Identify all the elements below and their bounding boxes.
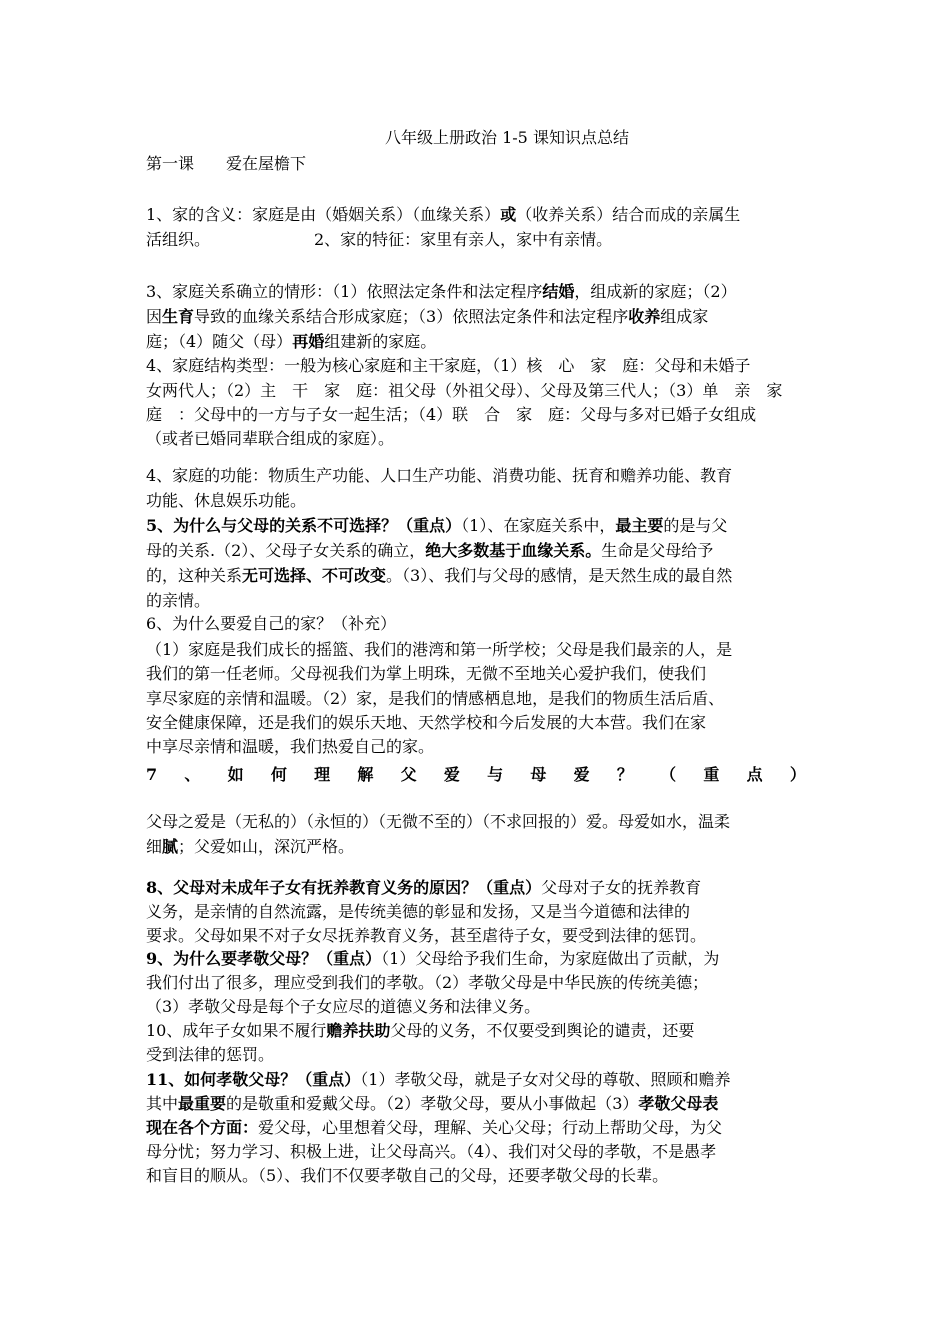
text-run: 的，这种关系 [146,566,243,585]
text-line [146,902,690,922]
text-run: 女两代人；（2）主 干 家 庭：祖父母（外祖父母）、父母及第三代人；（3）单 亲 家 [146,381,783,400]
text-line [146,997,540,1017]
text-line [146,516,727,536]
bold-text: 再婚 [292,332,325,351]
text-run: 组成家 [660,307,709,326]
heading-char: ） [789,765,806,784]
bold-text: 生育 [162,307,195,326]
bold-text: 腻 [162,837,179,856]
text-line [146,1045,274,1065]
text-line [146,737,434,757]
heading-char: ？ [616,765,633,784]
text-line [146,205,740,225]
text-line [146,1021,694,1041]
heading-char: 解 [357,765,374,784]
lesson-heading: 第一课 爱在屋檐下 [146,154,307,173]
text-run: 10、成年子女如果不履行 [146,1021,327,1040]
text-line [146,614,396,634]
text-run: 。（3）、我们与父母的感情，是天然生成的最自然 [386,566,733,585]
text-line [146,332,436,352]
text-run: 我们付出了很多，理应受到我们的孝敬。（2）孝敬父母是中华民族的传统美德； [146,973,709,992]
text-line [146,1094,718,1114]
text-run: ，组成新的家庭；（2） [574,282,737,301]
text-run: 庭；（4）随父（母） [146,332,293,351]
text-run: （或者已婚同辈联合组成的家庭）。 [146,429,395,448]
text-run: 义务，是亲情的自然流露，是传统美德的彰显和发扬，又是当今道德和法律的 [146,902,691,921]
heading-char: 父 [400,765,417,784]
bold-text: 孝敬父母表 [638,1094,719,1113]
bold-text: 绝大多数基于血缘关系。 [425,541,602,560]
text-run: 父母对子女的抚养教育 [541,878,702,897]
heading-char: 、 [184,765,201,784]
text-run: （1）、在家庭关系中， [461,516,616,535]
heading-char: 爱 [443,765,460,784]
bold-text: 5、为什么与父母的关系不可选择？（重点） [146,516,462,535]
bold-text: 赡养扶助 [326,1021,391,1040]
heading-char: 与 [487,765,504,784]
text-line [146,878,701,898]
text-line [146,1070,730,1090]
heading-char: （ [660,765,677,784]
text-run: 导致的血缘关系结合形成家庭；（3）依照法定条件和法定程序 [194,307,629,326]
text-line [146,640,732,660]
text-run: 要求。父母如果不对子女尽抚养教育义务，甚至虐待子女，要受到法律的惩罚。 [146,926,707,945]
text-line [146,1166,668,1186]
text-line [146,926,706,946]
heading-char: 母 [530,765,547,784]
bold-text: 或 [500,205,517,224]
text-run: 活组织。 2、家的特征：家里有亲人，家中有亲情。 [146,230,613,249]
text-line [146,713,706,733]
text-run: 4、家庭的功能：物质生产功能、人口生产功能、消费功能、抚育和赡养功能、教育 [146,466,733,485]
heading-char: 爱 [573,765,590,784]
text-run: 受到法律的惩罚。 [146,1045,275,1064]
text-run: 的是敬重和爱戴父母。（2）孝敬父母，要从小事做起（3） [226,1094,639,1113]
text-run: 和盲目的顺从。（5）、我们不仅要孝敬自己的父母，还要孝敬父母的长辈。 [146,1166,669,1185]
text-run: 母分忧；努力学习、积极上进，让父母高兴。（4）、我们对父母的孝敬，不是愚孝 [146,1142,717,1161]
text-run: 的亲情。 [146,591,211,610]
text-line [146,356,750,376]
text-run: 生命是父母给予 [601,541,714,560]
text-run: （1）家庭是我们成长的摇篮、我们的港湾和第一所学校；父母是我们最亲的人，是 [146,640,733,659]
text-line [146,664,706,684]
text-run: （3）孝敬父母是每个子女应尽的道德义务和法律义务。 [146,997,541,1016]
text-line [146,973,708,993]
document-title: 八年级上册政治 1-5 课知识点总结 [385,128,629,147]
text-run: 4、家庭结构类型：一般为核心家庭和主干家庭，（1）核 心 家 庭：父母和未婚子 [146,356,751,375]
heading-char: 何 [270,765,287,784]
text-line [146,566,732,586]
text-run: 其中 [146,1094,179,1113]
text-run: 中享尽亲情和温暖，我们热爱自己的家。 [146,737,435,756]
text-run: 父母的义务，不仅要受到舆论的谴责，还要 [390,1021,695,1040]
text-line [146,591,210,611]
heading-char: 7 [146,765,158,784]
text-run: 爱父母，心里想着父母，理解、关心父母；行动上帮助父母，为父 [258,1118,723,1137]
text-run: 因 [146,307,163,326]
bold-text: 结婚 [542,282,575,301]
text-run: 细 [146,837,163,856]
text-line [146,1118,722,1138]
text-run: 享尽家庭的亲情和温暖。（2）家，是我们的情感栖息地，是我们的物质生活后盾、 [146,689,725,708]
heading-char: 重 [703,765,720,784]
text-run: 3、家庭关系确立的情形：（1）依照法定条件和法定程序 [146,282,543,301]
heading-char: 点 [746,765,763,784]
bold-text: 11、如何孝敬父母？（重点） [146,1070,361,1089]
heading-char: 理 [314,765,331,784]
text-line [146,230,612,250]
text-run: 我们的第一任老师。父母视我们为掌上明珠，无微不至地关心爱护我们，使我们 [146,664,707,683]
text-line [146,429,394,449]
bold-text: 无可选择、不可改变 [242,566,387,585]
bold-text: 现在各个方面： [146,1118,259,1137]
text-line [146,307,708,327]
text-line [146,837,354,857]
bold-text: 最重要 [178,1094,227,1113]
text-run: （1）孝敬父母，就是子女对父母的尊敬、照顾和赡养 [360,1070,731,1089]
bold-text: 9、为什么要孝敬父母？（重点） [146,949,382,968]
text-line [146,381,782,401]
question-7-heading [146,765,806,785]
text-run: 父母之爱是（无私的）（永恒的）（无微不至的）（不求回报的）爱。母爱如水，温柔 [146,812,731,831]
bold-text: 收养 [628,307,661,326]
text-line [146,405,756,425]
text-run: 的是与父 [663,516,728,535]
text-line [146,689,724,709]
text-line [146,466,732,486]
text-run: 组建新的家庭。 [324,332,437,351]
bold-text: 8、父母对未成年子女有抚养教育义务的原因？（重点） [146,878,542,897]
text-line [146,949,719,969]
heading-char: 如 [227,765,244,784]
text-line [146,282,737,302]
text-run: 庭 ：父母中的一方与子女一起生活；（4）联 合 家 庭：父母与多对已婚子女组成 [146,405,757,424]
text-run: （1）父母给予我们生命，为家庭做出了贡献，为 [381,949,720,968]
text-line [146,812,730,832]
text-run: 6、为什么要爱自己的家？（补充） [146,614,397,633]
bold-text: 最主要 [615,516,664,535]
text-run: ；父爱如山，深沉严格。 [178,837,355,856]
text-line [146,491,306,511]
text-run: 1、家的含义：家庭是由（婚姻关系）（血缘关系） [146,205,501,224]
text-run: 安全健康保障，还是我们的娱乐天地、天然学校和今后发展的大本营。我们在家 [146,713,707,732]
text-run: （收养关系）结合而成的亲属生 [516,205,741,224]
text-line [146,1142,716,1162]
text-line [146,541,713,561]
text-run: 母的关系.（2）、父母子女关系的确立， [146,541,426,560]
text-run: 功能、休息娱乐功能。 [146,491,307,510]
